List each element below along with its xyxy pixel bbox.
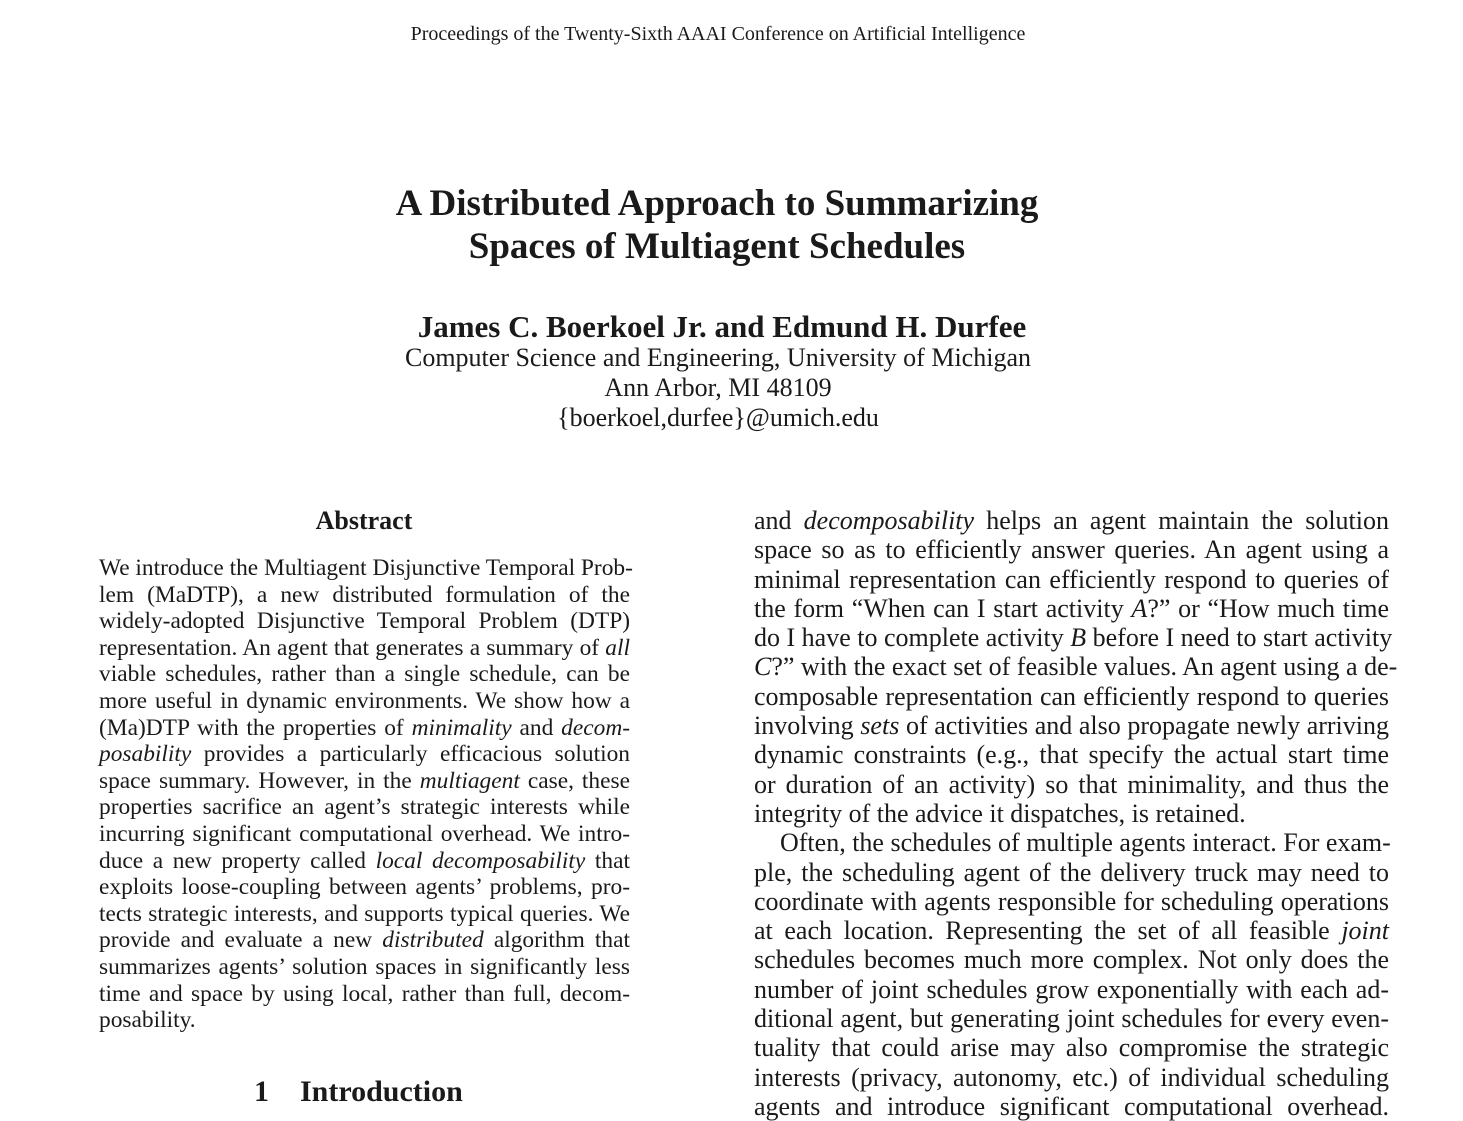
body-text-line: tuality that could arise may also compromise the strategic — [754, 1033, 1389, 1063]
abstract-line: provide and evaluate a new distributed algorithm that — [99, 927, 630, 954]
body-text-line: do I have to complete activity B before I need to start activity — [754, 623, 1393, 653]
title-line: Spaces of Multiagent Schedules — [468, 226, 966, 267]
abstract-line: incurring significant computational overhead. We intro- — [99, 820, 630, 847]
body-text-line: or duration of an activity) so that minimality, and thus the — [754, 769, 1389, 799]
abstract-heading: Abstract — [315, 506, 413, 535]
abstract-line: (Ma)DTP with the properties of minimality and decom- — [99, 714, 631, 741]
italic-text: multiagent — [419, 767, 520, 794]
section-title: Introduction — [300, 1075, 463, 1108]
abstract-line: posability. — [99, 1007, 196, 1034]
abstract-line: duce a new property called local decomposability that — [99, 847, 630, 874]
abstract-line: more useful in dynamic environments. We show how a — [99, 687, 630, 714]
italic-text: decomposability — [803, 506, 975, 535]
italic-text: all — [605, 634, 630, 661]
affiliation-email: {boerkoel,durfee}@umich.edu — [557, 403, 879, 432]
italic-text: sets — [860, 711, 900, 741]
italic-text: local decomposability — [375, 847, 586, 874]
abstract-line: time and space by using local, rather than full, decom- — [99, 980, 630, 1007]
italic-text: decom- — [561, 714, 631, 741]
affiliation-department: Computer Science and Engineering, University of Michigan — [404, 343, 1031, 372]
abstract-line: properties sacrifice an agent’s strategic interests while — [99, 794, 630, 821]
paper-title — [0, 182, 1434, 268]
body-text-line: space so as to efficiently answer queries. An agent using a — [754, 535, 1389, 565]
abstract-line: lem (MaDTP), a new distributed formulation of the — [99, 581, 630, 608]
italic-text: minimality — [411, 714, 512, 741]
author-names: James C. Boerkoel Jr. and Edmund H. Durfee — [417, 309, 1027, 344]
body-text-line: the form “When can I start activity A?” or “How much time — [754, 593, 1389, 623]
abstract-line: tects strategic interests, and supports typical queries. We — [99, 900, 630, 927]
italic-text: distributed — [382, 927, 484, 954]
italic-text: joint — [1341, 916, 1389, 946]
abstract-line: representation. An agent that generates a summary of all — [99, 634, 630, 661]
abstract-line: viable schedules, rather than a single schedule, can be — [99, 661, 630, 688]
body-text-line: Often, the schedules of multiple agents interact. For exam- — [780, 828, 1391, 858]
section-number: 1 — [254, 1075, 269, 1108]
abstract-line: widely-adopted Disjunctive Temporal Problem (DTP) — [99, 608, 630, 635]
section-heading-introduction — [254, 1074, 463, 1110]
affiliation-address: Ann Arbor, MI 48109 — [604, 373, 832, 402]
body-text-line: composable representation can efficiently respond to queries — [754, 681, 1389, 711]
body-text-line: dynamic constraints (e.g., that specify the actual start time — [754, 740, 1389, 770]
proceedings-header: Proceedings of the Twenty-Sixth AAAI Conference on Artificial Intelligence — [410, 23, 1026, 45]
abstract-line: posability provides a particularly efficacious solution — [99, 741, 630, 768]
body-text-line: C?” with the exact set of feasible values. An agent using a de- — [754, 652, 1398, 682]
abstract-body — [99, 555, 633, 1034]
body-text-line: interests (privacy, autonomy, etc.) of individual scheduling — [754, 1062, 1389, 1092]
italic-text: A — [1131, 593, 1148, 623]
body-text-line: ple, the scheduling agent of the delivery truck may need to — [754, 857, 1389, 887]
title-line: A Distributed Approach to Summarizing — [395, 183, 1039, 224]
body-text-line: and decomposability helps an agent maintain the solution — [754, 506, 1389, 535]
body-text-line: involving sets of activities and also propagate newly arriving — [754, 711, 1389, 741]
italic-text: posability — [99, 741, 192, 768]
right-column-text — [754, 506, 1398, 1121]
body-text-line: schedules becomes much more complex. Not only does the — [754, 945, 1389, 975]
abstract-line: space summary. However, in the multiagent case, these — [99, 767, 630, 794]
italic-text: C — [754, 652, 772, 682]
italic-text: B — [1070, 623, 1087, 653]
abstract-line: exploits loose-coupling between agents’ problems, pro- — [99, 874, 630, 901]
body-text-line: at each location. Representing the set of all feasible joint — [754, 916, 1389, 946]
abstract-line: We introduce the Multiagent Disjunctive Temporal Prob- — [99, 555, 633, 581]
body-text-line: ditional agent, but generating joint schedules for every even- — [754, 1004, 1389, 1034]
body-text-line: number of joint schedules grow exponentially with each ad- — [754, 974, 1389, 1004]
affiliation-block — [0, 343, 1436, 433]
body-text-line: agents and introduce significant computational overhead. — [754, 1091, 1389, 1121]
body-text-line: integrity of the advice it dispatches, is retained. — [754, 798, 1246, 828]
body-text-line: coordinate with agents responsible for scheduling operations — [754, 886, 1389, 916]
abstract-line: summarizes agents’ solution spaces in significantly less — [99, 953, 630, 980]
body-text-line: minimal representation can efficiently respond to queries of — [754, 564, 1389, 594]
